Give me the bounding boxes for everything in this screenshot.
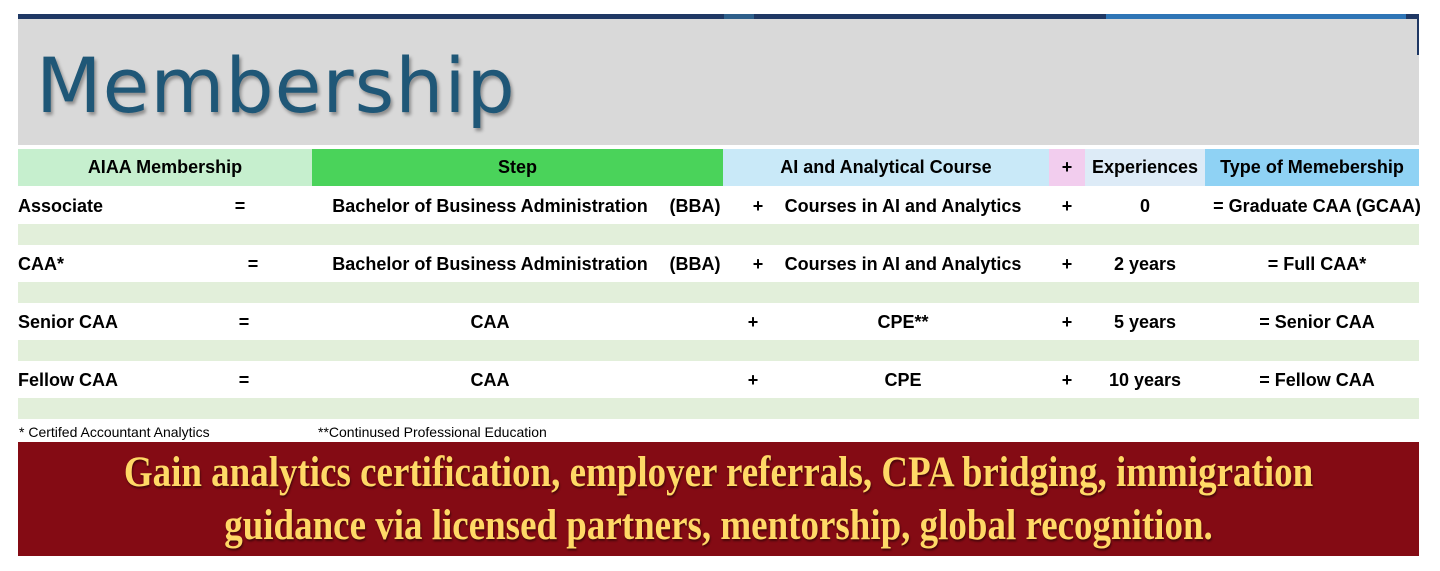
header-step: Step xyxy=(312,149,723,186)
row-plus: + xyxy=(1061,195,1073,216)
row-membership: Fellow CAA xyxy=(18,369,119,390)
row-plus: + xyxy=(752,253,764,274)
title-band-edge xyxy=(1417,19,1419,55)
row-plus: + xyxy=(1061,253,1073,274)
header-course: AI and Analytical Course xyxy=(723,149,1049,186)
row-step: CAA xyxy=(470,311,510,332)
row-plus: + xyxy=(747,311,759,332)
banner-line: guidance via licensed partners, mentorship, global recognition. xyxy=(224,502,1213,549)
row-type: = Graduate CAA (GCAA) xyxy=(1213,195,1421,216)
row-separator xyxy=(18,282,1419,303)
row-step: Bachelor of Business Administration xyxy=(332,195,648,216)
title-band xyxy=(18,19,1419,145)
row-experience: 0 xyxy=(1139,195,1150,216)
row-equals: = xyxy=(247,253,259,274)
row-separator xyxy=(18,398,1419,419)
row-experience: 10 years xyxy=(1108,369,1182,390)
row-plus: + xyxy=(1061,369,1073,390)
row-experience: 2 years xyxy=(1113,253,1177,274)
row-membership: Associate xyxy=(18,195,104,216)
row-separator xyxy=(18,340,1419,361)
row-type: = Full CAA* xyxy=(1267,253,1367,274)
footnote-caa: * Certifed Accountant Analytics xyxy=(19,424,210,440)
row-course: CPE xyxy=(884,369,922,390)
row-step: Bachelor of Business Administration xyxy=(332,253,648,274)
row-course: CPE** xyxy=(877,311,929,332)
header-type: Type of Memebership xyxy=(1205,149,1419,186)
row-course: Courses in AI and Analytics xyxy=(784,253,1022,274)
row-equals: = xyxy=(234,195,246,216)
row-course: Courses in AI and Analytics xyxy=(784,195,1022,216)
row-membership: CAA* xyxy=(18,253,65,274)
row-experience: 5 years xyxy=(1113,311,1177,332)
benefits-banner xyxy=(18,442,1419,556)
header-plus: + xyxy=(1049,149,1085,186)
row-step-abbr: (BBA) xyxy=(669,195,721,216)
page-title: Membership xyxy=(36,41,516,130)
row-membership: Senior CAA xyxy=(18,311,119,332)
row-plus: + xyxy=(747,369,759,390)
row-plus: + xyxy=(752,195,764,216)
row-type: = Senior CAA xyxy=(1259,311,1375,332)
row-equals: = xyxy=(238,369,250,390)
header-membership: AIAA Membership xyxy=(18,149,312,186)
row-separator xyxy=(18,224,1419,245)
banner-line: Gain analytics certification, employer referrals, CPA bridging, immigration xyxy=(123,449,1314,496)
row-plus: + xyxy=(1061,311,1073,332)
row-type: = Fellow CAA xyxy=(1259,369,1375,390)
header-experiences: Experiences xyxy=(1085,149,1205,186)
row-step: CAA xyxy=(470,369,510,390)
row-equals: = xyxy=(238,311,250,332)
footnote-cpe: **Continused Professional Education xyxy=(318,424,547,440)
row-step-abbr: (BBA) xyxy=(669,253,721,274)
